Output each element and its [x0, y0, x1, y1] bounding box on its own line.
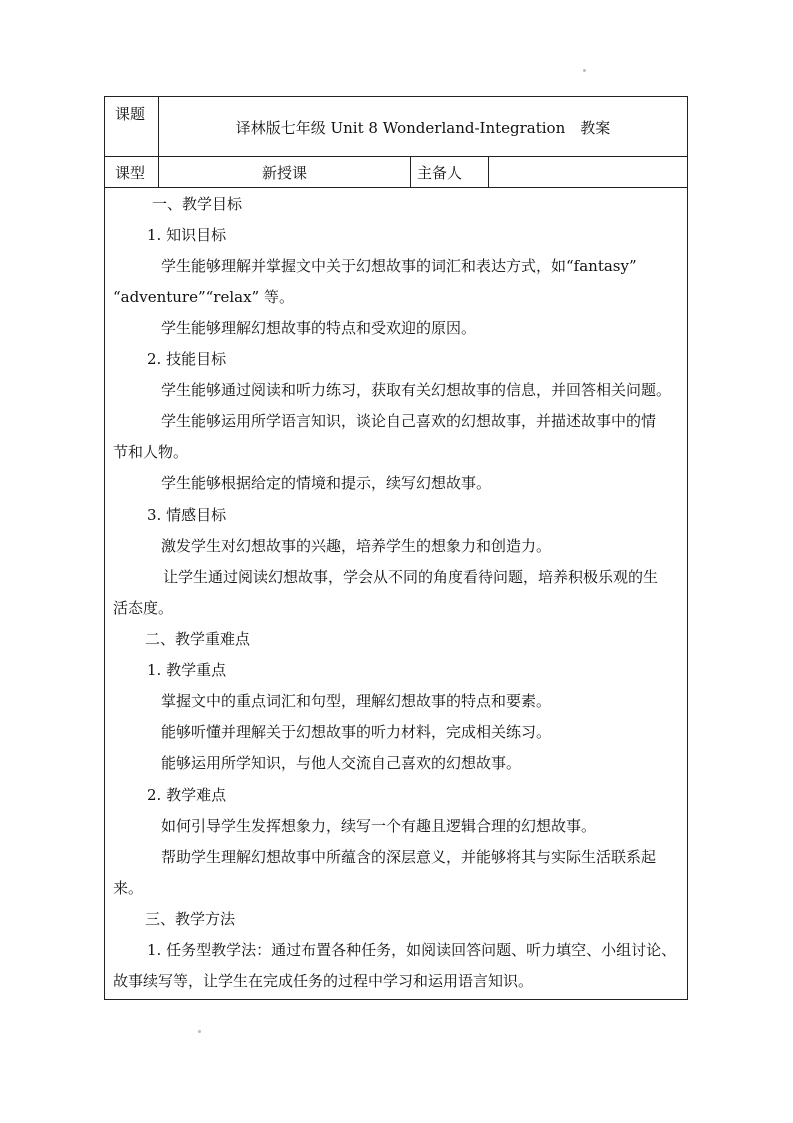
paragraph-line: 如何引导学生发挥想象力，续写一个有趣且逻辑合理的幻想故事。: [161, 817, 597, 835]
section-heading: 二、教学重难点: [145, 630, 251, 648]
title-row: [105, 97, 687, 157]
paragraph-line: 1. 任务型教学法：通过布置各种任务，如阅读回答问题、听力填空、小组讨论、: [147, 941, 677, 959]
paragraph-line: “adventure”“relax” 等。: [113, 288, 294, 306]
subsection-heading: 1. 教学重点: [147, 661, 227, 679]
scan-speck: [198, 1030, 201, 1033]
paragraph-line: 掌握文中的重点词汇和句型，理解幻想故事的特点和要素。: [161, 692, 552, 710]
section-heading: 三、教学方法: [145, 910, 236, 928]
paragraph-line: 来。: [113, 879, 144, 897]
paragraph-line: 学生能够通过阅读和听力练习，获取有关幻想故事的信息，并回答相关问题。: [161, 381, 672, 399]
subsection-heading: 2. 教学难点: [147, 786, 227, 804]
lesson-plan-table: [104, 96, 688, 1000]
title-label: 课题: [105, 97, 159, 156]
paragraph-line: 故事续写等，让学生在完成任务的过程中学习和运用语言知识。: [113, 972, 534, 990]
host-value: [489, 157, 687, 187]
paragraph-line: 学生能够理解幻想故事的特点和受欢迎的原因。: [161, 319, 477, 337]
type-row: [105, 157, 687, 188]
paragraph-line: 让学生通过阅读幻想故事，学会从不同的角度看待问题，培养积极乐观的生: [163, 568, 659, 586]
section-heading: 一、教学目标: [152, 195, 243, 213]
lesson-title: 译林版七年级 Unit 8 Wonderland-Integration 教案: [235, 119, 611, 137]
paragraph-line: 学生能够运用所学语言知识，谈论自己喜欢的幻想故事，并描述故事中的情: [161, 412, 657, 430]
paragraph-line: 能够听懂并理解关于幻想故事的听力材料，完成相关练习。: [161, 723, 552, 741]
host-label: 主备人: [411, 157, 489, 187]
lesson-content: [105, 188, 687, 999]
paragraph-line: 学生能够根据给定的情境和提示，续写幻想故事。: [161, 474, 492, 492]
subsection-heading: 3. 情感目标: [147, 506, 227, 524]
paragraph-line: 学生能够理解并掌握文中关于幻想故事的词汇和表达方式，如“fantasy”: [161, 257, 637, 275]
scan-speck: [583, 69, 586, 72]
subsection-heading: 1. 知识目标: [147, 226, 227, 244]
paragraph-line: 激发学生对幻想故事的兴趣，培养学生的想象力和创造力。: [161, 537, 552, 555]
type-label: 课型: [105, 157, 159, 187]
subsection-heading: 2. 技能目标: [147, 350, 227, 368]
paragraph-line: 帮助学生理解幻想故事中所蕴含的深层意义，并能够将其与实际生活联系起: [161, 848, 657, 866]
paragraph-line: 活态度。: [113, 599, 174, 617]
paragraph-line: 能够运用所学知识，与他人交流自己喜欢的幻想故事。: [161, 754, 522, 772]
paragraph-line: 节和人物。: [113, 443, 189, 461]
type-value: 新授课: [159, 157, 411, 187]
